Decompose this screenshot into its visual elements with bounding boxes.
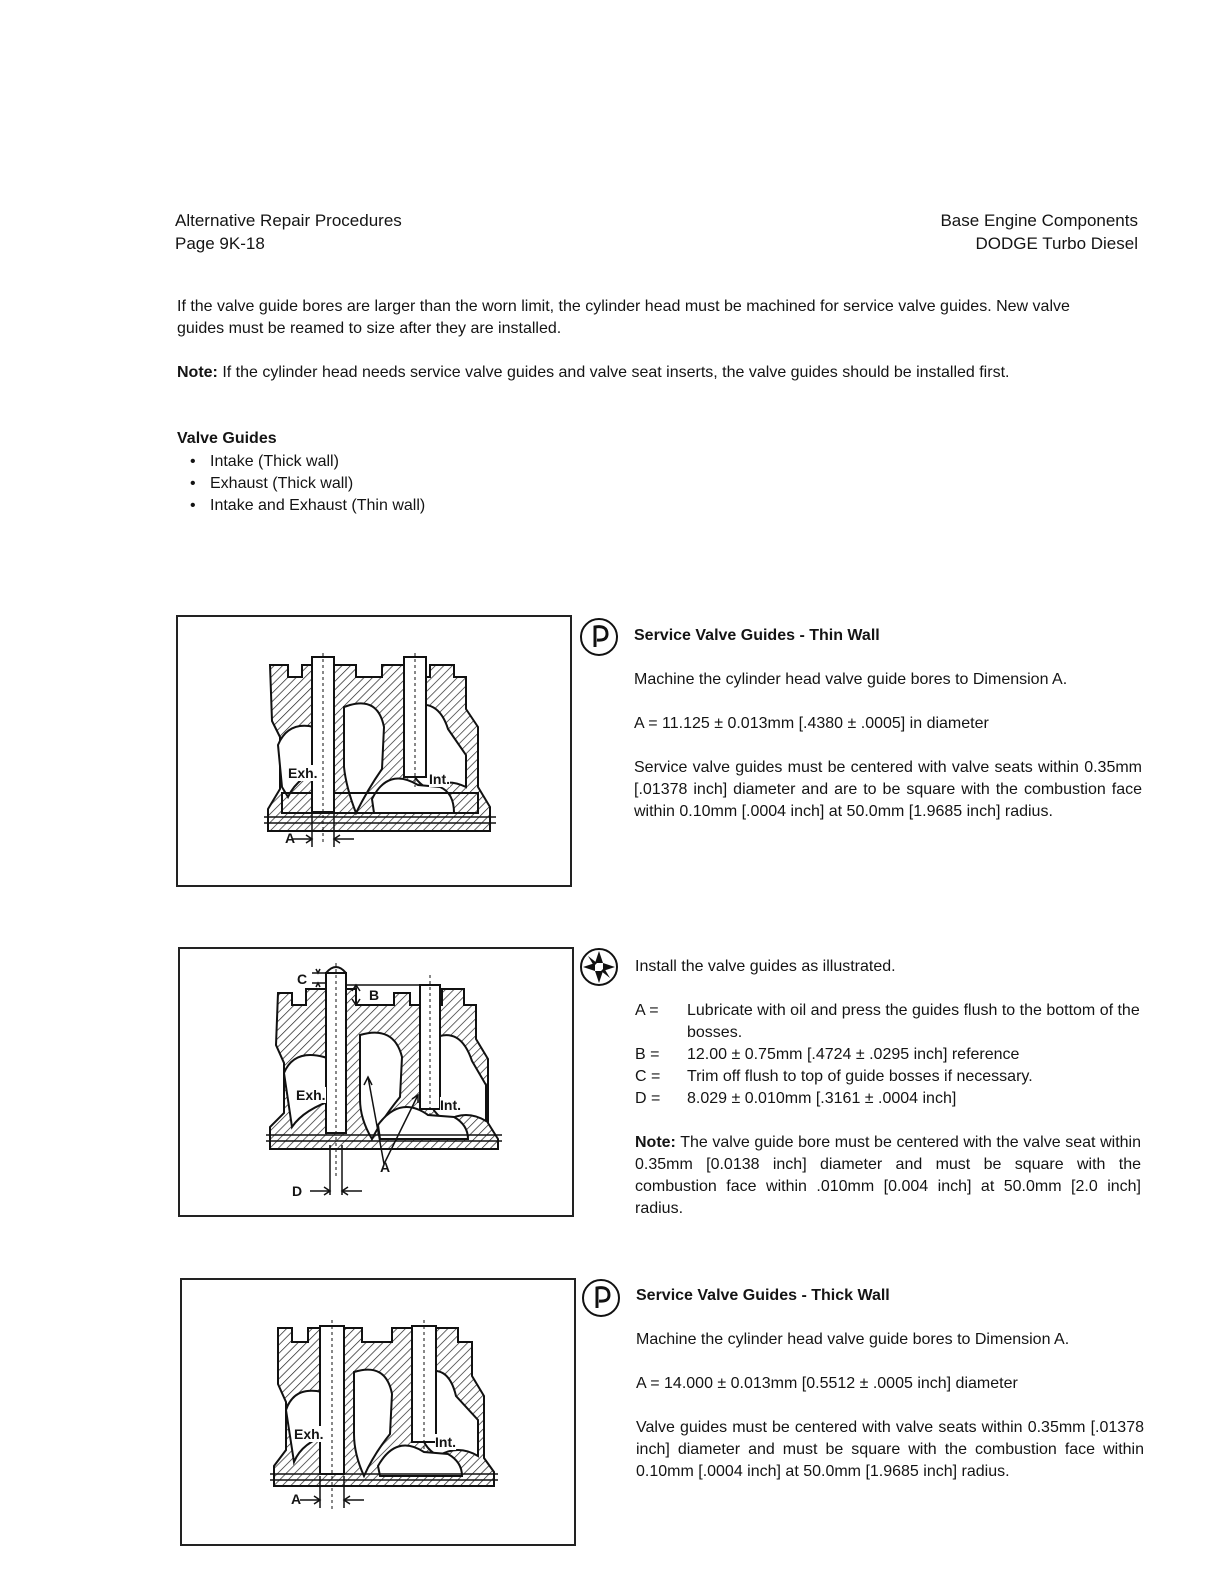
figure-thin-wall bbox=[176, 615, 572, 887]
install-intro: Install the valve guides as illustrated. bbox=[635, 958, 896, 975]
section-install bbox=[635, 956, 1151, 1220]
section-thick-wall bbox=[636, 1285, 1144, 1483]
note-label: Note: bbox=[177, 364, 218, 381]
install-note bbox=[635, 1132, 1141, 1220]
section-paragraph: Valve guides must be centered with valve seats within 0.35mm [.01378 inch] diameter and must be square with the combustion face within 0.10mm [.0004 inch] at 50.0mm [1.9685 inch] radius. bbox=[636, 1419, 1144, 1480]
definition-key: B = bbox=[635, 1046, 660, 1063]
definition-key: C = bbox=[635, 1068, 661, 1085]
note-text: The valve guide bore must be centered with the valve seat within 0.35mm [0.0138 inch] diameter and must be square with the combustion face within .010mm [0.004 inch] at 50.0mm [2.0 inch] radius. bbox=[635, 1134, 1141, 1217]
section-title: Service Valve Guides - Thick Wall bbox=[636, 1287, 890, 1304]
figure-install bbox=[178, 947, 574, 1217]
valve-guides-title: Valve Guides bbox=[177, 430, 277, 447]
exhaust-label: Exh. bbox=[288, 765, 318, 781]
note-text: If the cylinder head needs service valve guides and valve seat inserts, the valve guides should be installed first. bbox=[217, 364, 1010, 381]
dimension-a-label: A bbox=[291, 1491, 302, 1507]
dimension-a-label: A bbox=[380, 1159, 391, 1175]
note-paragraph bbox=[177, 362, 1117, 384]
list-item: • Intake (Thick wall) bbox=[190, 451, 425, 473]
dimension-b-label: B bbox=[369, 987, 380, 1003]
definition-key: A = bbox=[635, 1002, 659, 1019]
list-item: • Intake and Exhaust (Thin wall) bbox=[190, 495, 425, 517]
header-left bbox=[175, 209, 402, 255]
header-right bbox=[940, 209, 1138, 255]
note-label: Note: bbox=[635, 1134, 676, 1151]
exhaust-label: Exh. bbox=[296, 1087, 326, 1103]
dimension-definitions bbox=[635, 1000, 1151, 1110]
caliper-icon bbox=[581, 1278, 621, 1318]
definition-key: D = bbox=[635, 1090, 661, 1107]
section-thin-wall bbox=[634, 625, 1142, 823]
valve-guides-list bbox=[190, 451, 425, 517]
exhaust-label: Exh. bbox=[294, 1426, 324, 1442]
header-right-subtitle: DODGE Turbo Diesel bbox=[975, 234, 1138, 253]
section-paragraph: Machine the cylinder head valve guide bores to Dimension A. bbox=[636, 1331, 1070, 1348]
section-paragraph: Service valve guides must be centered with valve seats within 0.35mm [.01378 inch] diameter and are to be square with the combustion face within 0.10mm [.0004 inch] at 50.0mm [1.9685 inch] radius. bbox=[634, 759, 1142, 820]
definition-value: 8.029 ± 0.010mm [.3161 ± .0004 inch] bbox=[687, 1090, 957, 1107]
definition-value: 12.00 ± 0.75mm [.4724 ± .0295 inch] reference bbox=[687, 1046, 1020, 1063]
list-item: • Exhaust (Thick wall) bbox=[190, 473, 425, 495]
press-install-icon bbox=[579, 947, 619, 987]
header-left-title: Alternative Repair Procedures bbox=[175, 211, 402, 230]
dimension-a-label: A bbox=[285, 830, 296, 846]
definition-value: Trim off flush to top of guide bosses if necessary. bbox=[687, 1068, 1033, 1085]
dimension-d-label: D bbox=[292, 1183, 303, 1199]
section-paragraph: A = 11.125 ± 0.013mm [.4380 ± .0005] in diameter bbox=[634, 715, 989, 732]
caliper-icon bbox=[579, 617, 619, 657]
intake-label: Int. bbox=[435, 1434, 456, 1450]
section-title: Service Valve Guides - Thin Wall bbox=[634, 627, 880, 644]
header-right-title: Base Engine Components bbox=[940, 211, 1138, 230]
intake-label: Int. bbox=[429, 771, 450, 787]
definition-value: Lubricate with oil and press the guides flush to the bottom of the bosses. bbox=[687, 1002, 1140, 1041]
cylinder-head-diagram bbox=[182, 1280, 574, 1544]
header-page-number: Page 9K-18 bbox=[175, 234, 265, 253]
section-paragraph: A = 14.000 ± 0.013mm [0.5512 ± .0005 inch] diameter bbox=[636, 1375, 1018, 1392]
intake-label: Int. bbox=[440, 1097, 461, 1113]
intro-paragraph: If the valve guide bores are larger than the worn limit, the cylinder head must be machined for service valve guides. New valve guides must be reamed to size after they are installed. bbox=[177, 298, 1070, 337]
figure-thick-wall bbox=[180, 1278, 576, 1546]
dimension-c-label: C bbox=[297, 971, 308, 987]
section-paragraph: Machine the cylinder head valve guide bores to Dimension A. bbox=[634, 671, 1068, 688]
cylinder-head-diagram bbox=[178, 617, 570, 885]
